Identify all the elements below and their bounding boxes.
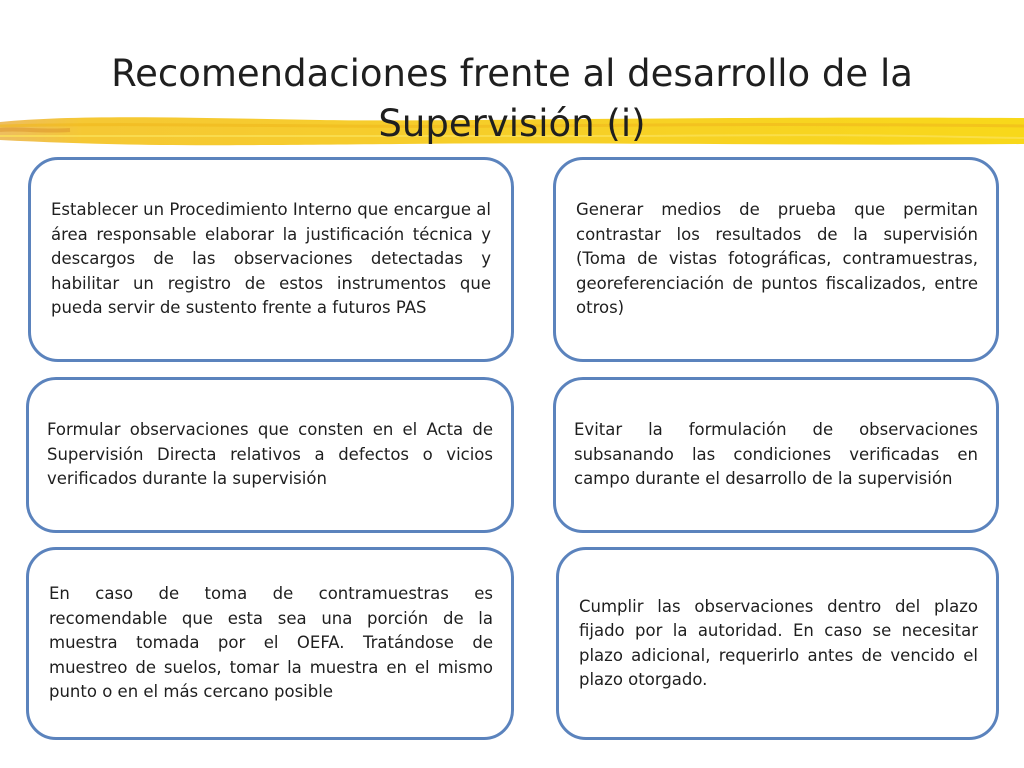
recommendation-text-1: Establecer un Procedimiento Interno que encargue al área responsable elaborar la justificación técnica y descargos de las observaciones detectadas y habilitar un registro de estos instrumentos que pueda servir de sustento frente a futuros PAS <box>51 200 491 318</box>
recommendation-text-6: Cumplir las observaciones dentro del plazo fijado por la autoridad. En caso se necesitar plazo adicional, requerirlo antes de vencido el plazo otorgado. <box>579 596 978 689</box>
slide-title: Recomendaciones frente al desarrollo de la Supervisión (i) <box>111 51 913 145</box>
recommendation-text-2: Generar medios de prueba que permitan contrastar los resultados de la supervisión (Toma de vistas fotográficas, contramuestras, georeferenciación de puntos fiscalizados, entre otros) <box>576 200 978 318</box>
recommendation-box-1 <box>28 157 514 362</box>
recommendation-box-4 <box>553 377 999 533</box>
recommendation-box-5 <box>26 547 514 740</box>
recommendation-text-4: Evitar la formulación de observaciones subsanando las condiciones verificadas en campo durante el desarrollo de la supervisión <box>574 420 978 489</box>
recommendation-box-6 <box>556 547 999 740</box>
recommendation-text-3: Formular observaciones que consten en el Acta de Supervisión Directa relativos a defectos o vicios verificados durante la supervisión <box>47 420 493 489</box>
recommendation-box-2 <box>553 157 999 362</box>
recommendation-box-3 <box>26 377 514 533</box>
recommendation-text-5: En caso de toma de contramuestras es recomendable que esta sea una porción de la muestra tomada por el OEFA. Tratándose de muestreo de suelos, tomar la muestra en el mismo punto o en el más cercano posible <box>49 584 493 702</box>
